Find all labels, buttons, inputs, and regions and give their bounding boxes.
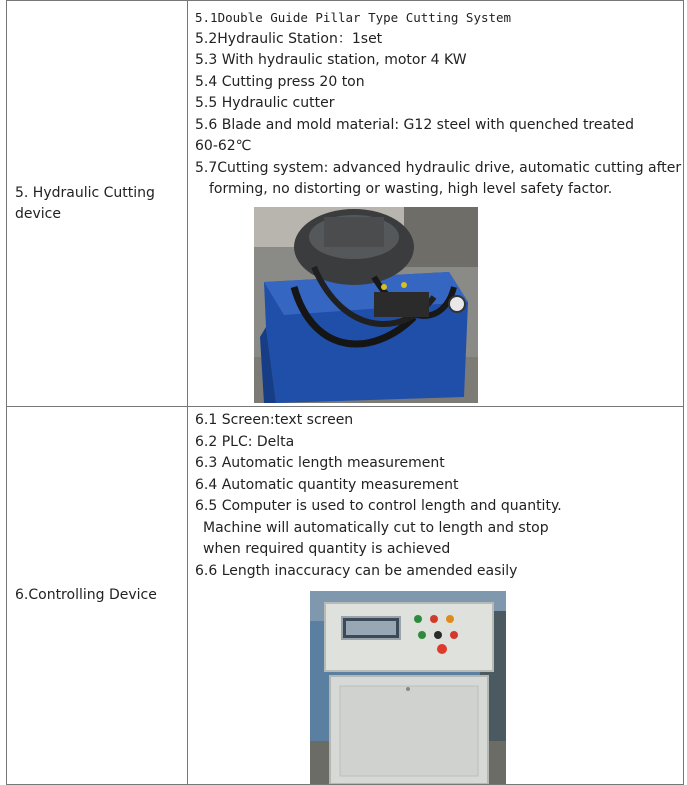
spec-line: 5.7Cutting system: advanced hydraulic drive, automatic cutting after <box>195 159 682 176</box>
spec-line: 5.4 Cutting press 20 ton <box>195 73 365 90</box>
hydraulic-station-photo <box>254 207 478 403</box>
spec-line: 5.1Double Guide Pillar Type Cutting System <box>195 10 512 25</box>
row-content-hydraulic-cutting <box>188 1 684 407</box>
spec-line: 6.1 Screen:text screen <box>195 412 354 428</box>
table-row <box>7 407 684 785</box>
spec-line: 6.2 PLC: Delta <box>195 433 295 450</box>
spec-table <box>6 0 684 785</box>
spec-line: 5.3 With hydraulic station, motor 4 KW <box>195 52 467 68</box>
spec-line: 6.3 Automatic length measurement <box>195 455 445 471</box>
spec-line: 5.6 Blade and mold material: G12 steel with quenched treated <box>195 116 635 133</box>
spec-line: 6.5 Computer is used to control length and quantity. <box>195 498 562 514</box>
row-content-controlling-device <box>188 407 684 785</box>
spec-line: 6.6 Length inaccuracy can be amended easily <box>195 562 518 579</box>
spec-line: 6.4 Automatic quantity measurement <box>195 476 459 493</box>
spec-line: 60-62℃ <box>195 138 252 154</box>
row-label-controlling-device: 6.Controlling Device <box>7 407 188 785</box>
control-cabinet-photo <box>310 591 506 784</box>
table-row <box>7 1 684 407</box>
spec-line: 5.2Hydraulic Station：1set <box>195 30 383 47</box>
spec-line: forming, no distorting or wasting, high level safety factor. <box>209 181 613 197</box>
spec-line: 5.5 Hydraulic cutter <box>195 95 335 111</box>
spec-line: Machine will automatically cut to length and stop <box>203 519 549 536</box>
spec-line: when required quantity is achieved <box>203 541 451 557</box>
row-label-hydraulic-cutting: 5. Hydraulic Cutting device <box>7 1 188 407</box>
